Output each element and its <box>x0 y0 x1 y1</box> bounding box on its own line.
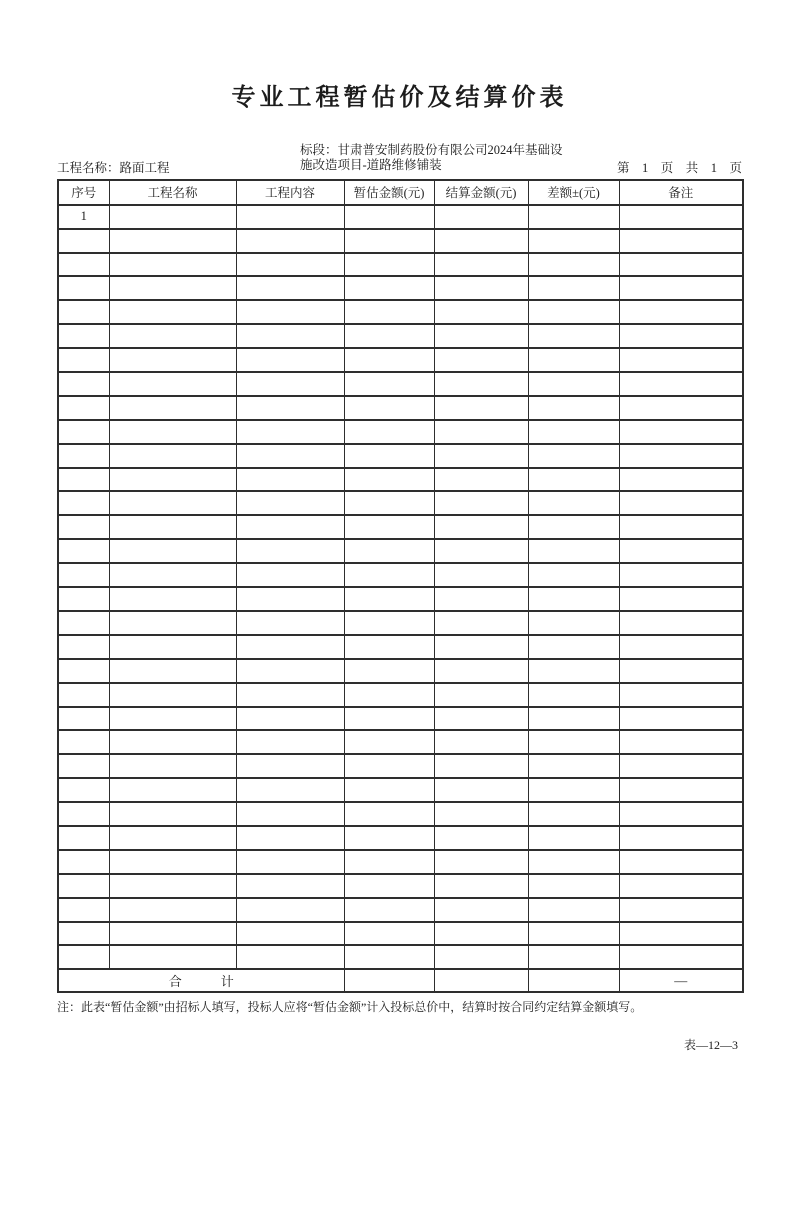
table-body <box>58 205 743 970</box>
table-cell <box>619 324 743 348</box>
table-cell <box>619 563 743 587</box>
table-cell <box>109 898 236 922</box>
total-remark-cell: — <box>619 969 743 992</box>
table-cell <box>528 229 619 253</box>
row-seq-cell <box>58 324 109 348</box>
section-line-1: 标段：甘肃普安制药股份有限公司2024年基础设 <box>300 142 563 157</box>
table-cell <box>434 802 528 826</box>
table-cell <box>109 778 236 802</box>
table-cell <box>236 229 344 253</box>
table-row <box>58 922 743 946</box>
row-seq-cell <box>58 683 109 707</box>
project-name-label: 工程名称：路面工程 <box>57 160 170 175</box>
table-cell <box>619 635 743 659</box>
table-cell <box>109 802 236 826</box>
table-cell <box>236 754 344 778</box>
row-seq-cell <box>58 300 109 324</box>
table-cell <box>236 945 344 969</box>
table-cell <box>109 396 236 420</box>
table-cell <box>109 635 236 659</box>
table-cell <box>434 229 528 253</box>
table-cell <box>619 539 743 563</box>
table-cell <box>344 444 434 468</box>
table-cell <box>528 707 619 731</box>
row-seq-cell <box>58 611 109 635</box>
table-cell <box>236 898 344 922</box>
table-cell <box>434 491 528 515</box>
table-cell <box>236 922 344 946</box>
footnote: 注：此表“暂估金额”由招标人填写，投标人应将“暂估金额”计入投标总价中，结算时按合同约定结算金额填写。 <box>57 1000 643 1015</box>
row-seq-cell <box>58 922 109 946</box>
table-cell <box>528 420 619 444</box>
table-cell <box>434 754 528 778</box>
page-number-label: 第 1 页 共 1 页 <box>616 160 742 175</box>
table-cell <box>528 898 619 922</box>
table-cell <box>236 635 344 659</box>
table-row <box>58 205 743 229</box>
table-cell <box>434 276 528 300</box>
table-row <box>58 826 743 850</box>
table-row <box>58 515 743 539</box>
table-cell <box>344 826 434 850</box>
table-cell <box>528 539 619 563</box>
table-cell <box>236 396 344 420</box>
table-cell <box>619 468 743 492</box>
table-cell <box>434 205 528 229</box>
table-cell <box>619 396 743 420</box>
table-row <box>58 563 743 587</box>
table-cell <box>109 468 236 492</box>
table-cell <box>236 515 344 539</box>
table-row <box>58 850 743 874</box>
table-cell <box>109 444 236 468</box>
table-cell <box>619 253 743 277</box>
table-cell <box>109 491 236 515</box>
section-label <box>300 143 563 173</box>
table-row <box>58 444 743 468</box>
table-row <box>58 778 743 802</box>
table-cell <box>619 707 743 731</box>
table-row <box>58 491 743 515</box>
table-cell <box>344 300 434 324</box>
table-row <box>58 659 743 683</box>
table-cell <box>109 707 236 731</box>
table-row <box>58 468 743 492</box>
estimate-price-table <box>57 179 744 994</box>
table-cell <box>109 324 236 348</box>
table-cell <box>109 205 236 229</box>
table-cell <box>109 420 236 444</box>
table-cell <box>619 491 743 515</box>
table-cell <box>434 444 528 468</box>
table-cell <box>619 205 743 229</box>
table-cell <box>619 778 743 802</box>
row-seq-cell <box>58 635 109 659</box>
table-cell <box>344 539 434 563</box>
table-row <box>58 635 743 659</box>
table-cell <box>528 253 619 277</box>
table-cell <box>109 850 236 874</box>
table-cell <box>109 253 236 277</box>
table-cell <box>528 874 619 898</box>
row-seq-cell <box>58 468 109 492</box>
table-cell <box>109 945 236 969</box>
table-row <box>58 802 743 826</box>
table-row <box>58 587 743 611</box>
table-cell <box>619 587 743 611</box>
table-cell <box>344 611 434 635</box>
table-row <box>58 683 743 707</box>
table-row <box>58 945 743 969</box>
table-cell <box>344 420 434 444</box>
table-cell <box>344 515 434 539</box>
table-cell <box>434 707 528 731</box>
table-cell <box>236 611 344 635</box>
table-row <box>58 898 743 922</box>
table-cell <box>109 348 236 372</box>
form-code: 表—12—3 <box>683 1038 738 1053</box>
table-cell <box>434 922 528 946</box>
row-seq-cell <box>58 396 109 420</box>
table-cell <box>236 874 344 898</box>
row-seq-cell <box>58 587 109 611</box>
table-cell <box>236 444 344 468</box>
table-cell <box>528 515 619 539</box>
table-cell <box>434 898 528 922</box>
table-cell <box>344 587 434 611</box>
table-cell <box>344 205 434 229</box>
table-cell <box>434 348 528 372</box>
table-cell <box>109 563 236 587</box>
row-seq-cell <box>58 515 109 539</box>
table-cell <box>236 730 344 754</box>
table-cell <box>344 396 434 420</box>
table-row <box>58 707 743 731</box>
table-cell <box>528 372 619 396</box>
table-cell <box>434 659 528 683</box>
table-row <box>58 372 743 396</box>
table-cell <box>619 515 743 539</box>
column-header-project-content: 工程内容 <box>236 180 344 205</box>
column-header-remark: 备注 <box>619 180 743 205</box>
table-cell <box>236 276 344 300</box>
total-difference-cell <box>528 969 619 992</box>
table-cell <box>344 659 434 683</box>
column-header-project-name: 工程名称 <box>109 180 236 205</box>
table-cell <box>344 898 434 922</box>
total-provisional-amount-cell <box>344 969 434 992</box>
table-cell <box>344 922 434 946</box>
table-cell <box>109 826 236 850</box>
column-header-seq: 序号 <box>58 180 109 205</box>
table-row <box>58 348 743 372</box>
table-cell <box>344 348 434 372</box>
table-cell <box>619 874 743 898</box>
table-cell <box>236 826 344 850</box>
table-cell <box>434 539 528 563</box>
table-row <box>58 754 743 778</box>
row-seq-cell <box>58 276 109 300</box>
column-header-difference: 差额±(元) <box>528 180 619 205</box>
table-cell <box>528 922 619 946</box>
table-row <box>58 300 743 324</box>
table-cell <box>528 754 619 778</box>
table-cell <box>619 229 743 253</box>
total-settlement-amount-cell <box>434 969 528 992</box>
table-cell <box>344 754 434 778</box>
row-seq-cell <box>58 707 109 731</box>
table-cell <box>109 300 236 324</box>
row-seq-cell <box>58 539 109 563</box>
row-seq-cell <box>58 850 109 874</box>
table-cell <box>619 276 743 300</box>
row-seq-cell <box>58 802 109 826</box>
table-cell <box>344 491 434 515</box>
table-cell <box>528 276 619 300</box>
table-cell <box>528 778 619 802</box>
table-cell <box>528 587 619 611</box>
table-cell <box>236 420 344 444</box>
table-cell <box>236 850 344 874</box>
table-cell <box>619 898 743 922</box>
table-cell <box>236 372 344 396</box>
table-cell <box>109 229 236 253</box>
table-cell <box>528 611 619 635</box>
table-row <box>58 874 743 898</box>
table-cell <box>109 874 236 898</box>
row-seq-cell <box>58 253 109 277</box>
total-row <box>58 969 743 992</box>
table-cell <box>434 563 528 587</box>
table-cell <box>619 945 743 969</box>
table-cell <box>434 945 528 969</box>
table-cell <box>236 205 344 229</box>
table-cell <box>236 539 344 563</box>
table-cell <box>344 276 434 300</box>
table-cell <box>434 850 528 874</box>
table-cell <box>109 611 236 635</box>
table-cell <box>236 491 344 515</box>
table-cell <box>434 826 528 850</box>
table-cell <box>434 253 528 277</box>
table-cell <box>344 683 434 707</box>
table-cell <box>344 253 434 277</box>
table-cell <box>434 324 528 348</box>
table-cell <box>619 730 743 754</box>
table-cell <box>344 229 434 253</box>
table-cell <box>109 276 236 300</box>
table-cell <box>619 683 743 707</box>
table-cell <box>344 802 434 826</box>
table-cell <box>434 730 528 754</box>
table-cell <box>528 348 619 372</box>
table-cell <box>344 778 434 802</box>
table-cell <box>344 372 434 396</box>
table-cell <box>434 396 528 420</box>
table-row <box>58 539 743 563</box>
table-cell <box>236 802 344 826</box>
table-cell <box>619 850 743 874</box>
row-seq-cell <box>58 754 109 778</box>
table-cell <box>236 707 344 731</box>
column-header-provisional-amount: 暂估金额(元) <box>344 180 434 205</box>
total-label: 合 计 <box>58 969 344 992</box>
table-cell <box>619 754 743 778</box>
table-cell <box>236 300 344 324</box>
row-seq-cell <box>58 730 109 754</box>
table-cell <box>619 348 743 372</box>
table-cell <box>434 468 528 492</box>
table-cell <box>109 683 236 707</box>
table-cell <box>344 635 434 659</box>
table-cell <box>528 659 619 683</box>
table-cell <box>528 444 619 468</box>
table-row <box>58 611 743 635</box>
table-cell <box>236 324 344 348</box>
table-cell <box>619 802 743 826</box>
table-cell <box>528 491 619 515</box>
table-cell <box>619 922 743 946</box>
table-cell <box>619 826 743 850</box>
table-cell <box>434 300 528 324</box>
table-cell <box>434 611 528 635</box>
table-cell <box>528 205 619 229</box>
page-title: 专业工程暂估价及结算价表 <box>231 85 568 111</box>
header-info <box>57 143 742 177</box>
table-cell <box>528 396 619 420</box>
table-cell <box>528 850 619 874</box>
table-cell <box>528 563 619 587</box>
row-seq-cell <box>58 826 109 850</box>
table-cell <box>109 539 236 563</box>
row-seq-cell <box>58 778 109 802</box>
table-cell <box>236 563 344 587</box>
table-row <box>58 276 743 300</box>
row-seq-cell <box>58 945 109 969</box>
row-seq-cell <box>58 874 109 898</box>
table-cell <box>236 468 344 492</box>
table-row <box>58 253 743 277</box>
row-seq-cell <box>58 372 109 396</box>
table-row <box>58 420 743 444</box>
table-cell <box>434 420 528 444</box>
table-cell <box>528 300 619 324</box>
table-cell <box>528 826 619 850</box>
table-cell <box>619 372 743 396</box>
table-cell <box>528 683 619 707</box>
table-cell <box>344 730 434 754</box>
table-cell <box>344 707 434 731</box>
table-cell <box>344 563 434 587</box>
table-cell <box>434 587 528 611</box>
table-cell <box>236 683 344 707</box>
table-cell <box>236 348 344 372</box>
column-header-settlement-amount: 结算金额(元) <box>434 180 528 205</box>
table-cell <box>434 683 528 707</box>
row-seq-cell <box>58 563 109 587</box>
table-cell <box>236 778 344 802</box>
row-seq-cell <box>58 659 109 683</box>
row-seq-cell <box>58 444 109 468</box>
table-cell <box>109 730 236 754</box>
table-cell <box>528 730 619 754</box>
table-header-row <box>58 180 743 205</box>
table-cell <box>109 659 236 683</box>
row-seq-cell: 1 <box>58 205 109 229</box>
table-cell <box>434 778 528 802</box>
table-cell <box>528 324 619 348</box>
section-line-2: 施改造项目-道路维修铺装 <box>300 157 442 172</box>
table-cell <box>236 659 344 683</box>
table-cell <box>434 635 528 659</box>
table-row <box>58 730 743 754</box>
row-seq-cell <box>58 898 109 922</box>
table-cell <box>528 802 619 826</box>
table-cell <box>109 515 236 539</box>
table-cell <box>434 874 528 898</box>
table-cell <box>344 324 434 348</box>
row-seq-cell <box>58 420 109 444</box>
row-seq-cell <box>58 229 109 253</box>
table-cell <box>236 587 344 611</box>
table-cell <box>528 945 619 969</box>
row-seq-cell <box>58 348 109 372</box>
table-cell <box>344 874 434 898</box>
table-cell <box>344 468 434 492</box>
table-cell <box>434 515 528 539</box>
document-page <box>0 84 742 1053</box>
table-cell <box>109 754 236 778</box>
table-cell <box>619 444 743 468</box>
table-cell <box>619 659 743 683</box>
table-cell <box>109 587 236 611</box>
table-cell <box>528 468 619 492</box>
table-row <box>58 324 743 348</box>
table-row <box>58 229 743 253</box>
table-cell <box>344 945 434 969</box>
table-cell <box>619 420 743 444</box>
table-cell <box>434 372 528 396</box>
table-cell <box>344 850 434 874</box>
table-cell <box>236 253 344 277</box>
table-cell <box>109 922 236 946</box>
table-cell <box>619 300 743 324</box>
table-cell <box>528 635 619 659</box>
table-cell <box>109 372 236 396</box>
table-cell <box>619 611 743 635</box>
table-row <box>58 396 743 420</box>
row-seq-cell <box>58 491 109 515</box>
